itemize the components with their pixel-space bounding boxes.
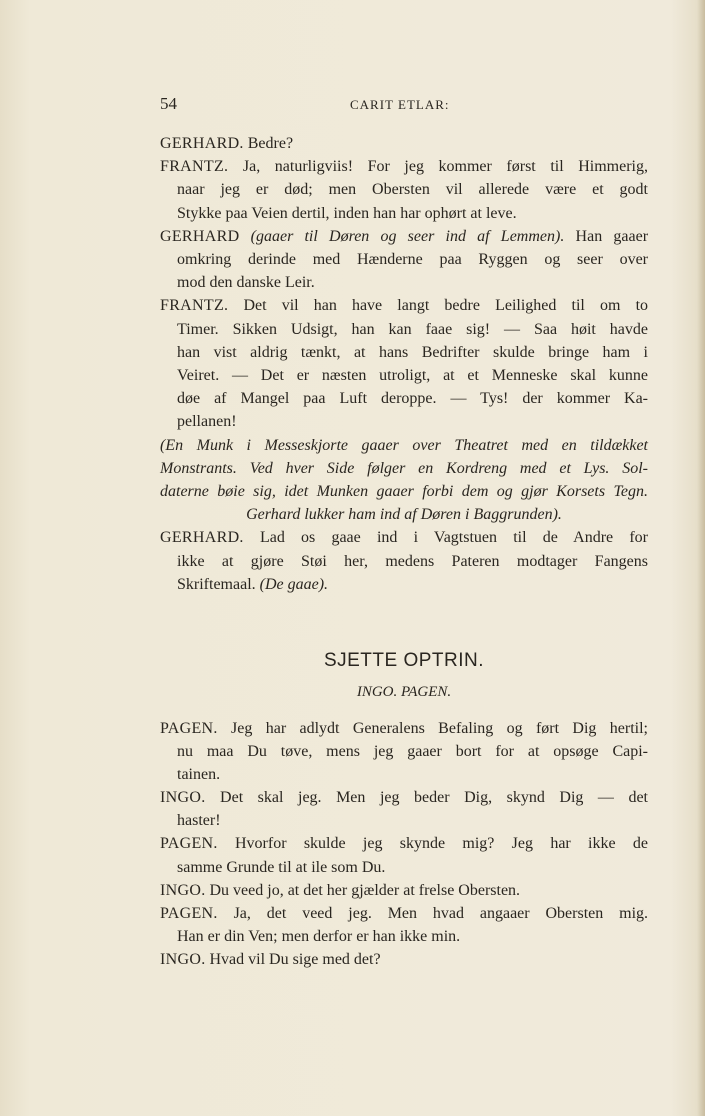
running-head: CARIT ETLAR: <box>350 97 450 112</box>
speech <box>160 132 648 155</box>
stage-direction-line: (En Munk i Messeskjorte gaaer over Theatret med en tildækket <box>160 436 648 454</box>
stage-direction-line: daterne bøie sig, idet Munken gaaer forbi dem og gjør Korsets Tegn. <box>160 483 648 501</box>
speech-text: Ja, det veed jeg. Men hvad angaaer Obersten mig. <box>233 904 649 922</box>
page-header <box>160 94 650 118</box>
speech <box>160 786 648 832</box>
speech-text: Skriftemaal. <box>177 575 256 593</box>
speech-line <box>160 902 648 925</box>
speech-line: tainen. <box>177 766 221 784</box>
speech-line <box>160 294 648 317</box>
speech-line <box>160 573 648 596</box>
speech-text: Lad os gaae ind i Vagtstuen til de Andre for <box>259 529 649 547</box>
speech-text: Han gaaer <box>575 227 649 245</box>
speaker-name: PAGEN. <box>160 904 218 922</box>
scene-title: SJETTE OPTRIN. <box>323 650 485 671</box>
speaker-name: INGO. <box>160 881 206 899</box>
speech <box>160 155 648 225</box>
speech-line <box>160 526 648 549</box>
speech-line: døe af Mangel paa Luft deroppe. — Tys! der kommer Ka- <box>177 390 648 408</box>
speaker-name: GERHARD. <box>160 529 244 547</box>
speech-line <box>160 879 648 902</box>
speech-line: omkring derinde med Hænderne paa Ryggen og seer over <box>177 251 648 269</box>
speech-text: Ja, naturligviis! For jeg kommer først til Himmerig, <box>242 158 649 176</box>
speech <box>160 294 648 433</box>
speaker-name: FRANTZ. <box>160 158 229 176</box>
speech-line <box>160 832 648 855</box>
speaker-name: PAGEN. <box>160 835 218 853</box>
inline-stage-direction: (De gaae). <box>259 575 329 593</box>
speech-line: mod den danske Leir. <box>177 274 315 292</box>
speech-text: Det skal jeg. Men jeg beder Dig, skynd Dig — det <box>220 789 649 807</box>
stage-direction <box>160 434 648 527</box>
page-number: 54 <box>160 94 177 113</box>
dialogue-part-1 <box>160 132 648 596</box>
speech-text: Det vil han have langt bedre Leilighed til om to <box>243 297 649 315</box>
speaker-name: PAGEN. <box>160 720 218 737</box>
speech <box>160 902 648 948</box>
speech <box>160 526 648 596</box>
speech-line <box>160 786 648 809</box>
speech-line: ikke at gjøre Støi her, medens Pateren modtager Fangens <box>177 552 648 570</box>
speech-text: Bedre? <box>247 135 294 152</box>
speech-line: han vist aldrig tænkt, at hans Bedrifter skulde bringe ham i <box>177 343 648 361</box>
speaker-name: GERHARD. <box>160 135 244 152</box>
speaker-name: INGO. <box>160 789 206 807</box>
speech-line: nu maa Du tøve, mens jeg gaaer bort for at opsøge Capi- <box>177 743 648 761</box>
speech-text: Hvad vil Du sige med det? <box>209 950 381 968</box>
speech <box>160 879 648 902</box>
speech-line: Timer. Sikken Udsigt, han kan faae sig! — Saa høit havde <box>177 320 648 338</box>
speech-line <box>160 717 648 740</box>
speaker-name: FRANTZ. <box>160 297 229 315</box>
speech-line: naar jeg er død; men Obersten vil allerede være et godt <box>177 181 648 199</box>
inline-stage-direction: (gaaer til Døren og seer ind af Lemmen). <box>250 227 565 245</box>
dialogue-part-2 <box>160 717 648 971</box>
speech <box>160 948 648 971</box>
speech-line <box>160 948 648 971</box>
speech <box>160 225 648 295</box>
stage-direction-line: Gerhard lukker ham ind af Døren i Baggrunden). <box>246 506 562 524</box>
speech-line: haster! <box>177 812 221 830</box>
page-edge-shadow <box>697 0 705 1116</box>
speech-text: Du veed jo, at det her gjælder at frelse Obersten. <box>209 881 521 899</box>
speech <box>160 832 648 878</box>
speech-line: Stykke paa Veien dertil, inden han har ophørt at leve. <box>177 204 517 222</box>
speech-line: pellanen! <box>177 413 237 431</box>
speech-line <box>160 155 648 178</box>
speaker-name: INGO. <box>160 950 206 968</box>
speech-line: Han er din Ven; men derfor er han ikke min. <box>177 927 461 945</box>
speech-line: samme Grunde til at ile som Du. <box>177 858 386 876</box>
stage-direction-line: Monstrants. Ved hver Side følger en Kordreng med et Lys. Sol- <box>160 459 648 477</box>
speech-text: Jeg har adlydt Generalens Befaling og ført Dig hertil; <box>231 720 648 737</box>
speech-text: Hvorfor skulde jeg skynde mig? Jeg har ikke de <box>234 835 649 853</box>
speaker-name: GERHARD <box>160 227 240 245</box>
speech-line: Veiret. — Det er næsten utroligt, at et Menneske skal kunne <box>177 367 648 385</box>
speech <box>160 717 648 786</box>
speech-line <box>160 132 648 155</box>
speech-line <box>160 225 648 248</box>
scene-cast: INGO. PAGEN. <box>356 684 452 700</box>
